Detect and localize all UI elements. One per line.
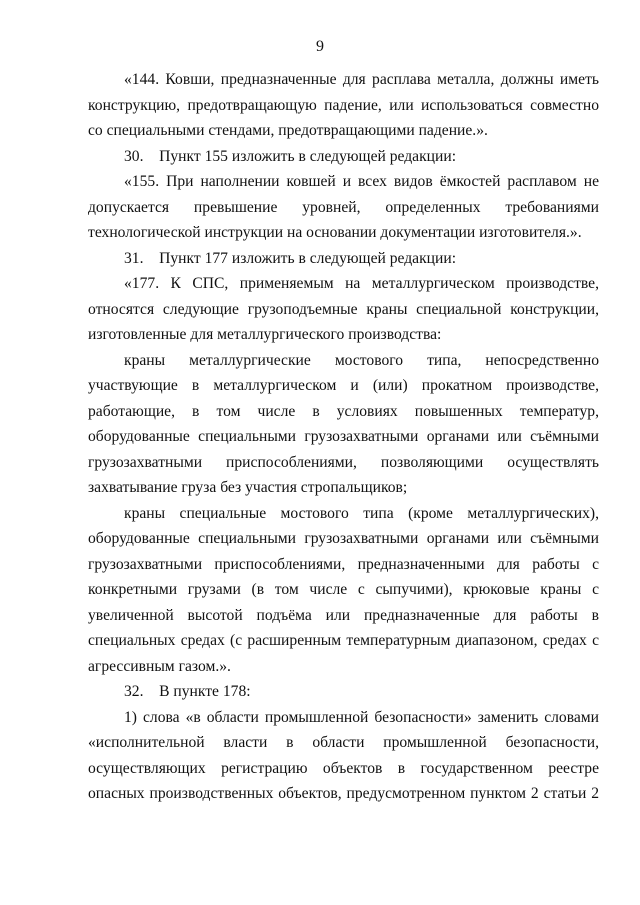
paragraph-metallurgical-cranes: краны металлургические мостового типа, непосредственно участвующие в металлургическом и (или) прокатном производстве, работающие, в том числе в условиях повышенных температур, оборудованные специальными грузозахватными органами или съёмными грузозахватными приспособлениями, позволяющими осуществлять захватывание груза без участия стропальщиков; xyxy=(88,351,599,496)
paragraph-item-144: «144. Ковши, предназначенные для расплава металла, должны иметь конструкцию, предотвращающую падение, или использоваться совместно со специальными стендами, предотвращающими падение.». xyxy=(88,71,599,139)
paragraph-item-155: «155. При наполнении ковшей и всех видов ёмкостей расплавом не допускается превышение уровней, определенных требованиями технологической инструкции на основании документации изготовителя.». xyxy=(88,173,599,241)
paragraph-point-31: 31. Пункт 177 изложить в следующей редакции: xyxy=(124,249,457,267)
paragraph-item-177: «177. К СПС, применяемым на металлургическом производстве, относятся следующие грузоподъемные краны специальной конструкции, изготовленные для металлургического производства: xyxy=(88,275,599,343)
paragraph-special-cranes: краны специальные мостового типа (кроме металлургических), оборудованные специальными грузозахватными органами или съёмными грузозахватными приспособлениями, предназначенными для работы с конкретными грузами (в том числе с сыпучими), крюковые краны с увеличенной высотой подъёма или предназначенные для работы в специальных средах (с расширенным температурным диапазоном, средах с агрессивным газом.». xyxy=(88,504,599,675)
page-number: 9 xyxy=(316,38,324,55)
paragraph-item-178-subitem-1: 1) слова «в области промышленной безопасности» заменить словами «исполнительной власти в области промышленной безопасности, осуществляющих регистрацию объектов в государственном реестре опасных производственных объектов, предусмотренном пунктом 2 статьи 2 xyxy=(88,708,599,802)
document-body xyxy=(88,67,599,807)
paragraph-point-32: 32. В пункте 178: xyxy=(124,683,251,700)
paragraph-point-30: 30. Пункт 155 изложить в следующей редакции: xyxy=(124,147,457,165)
